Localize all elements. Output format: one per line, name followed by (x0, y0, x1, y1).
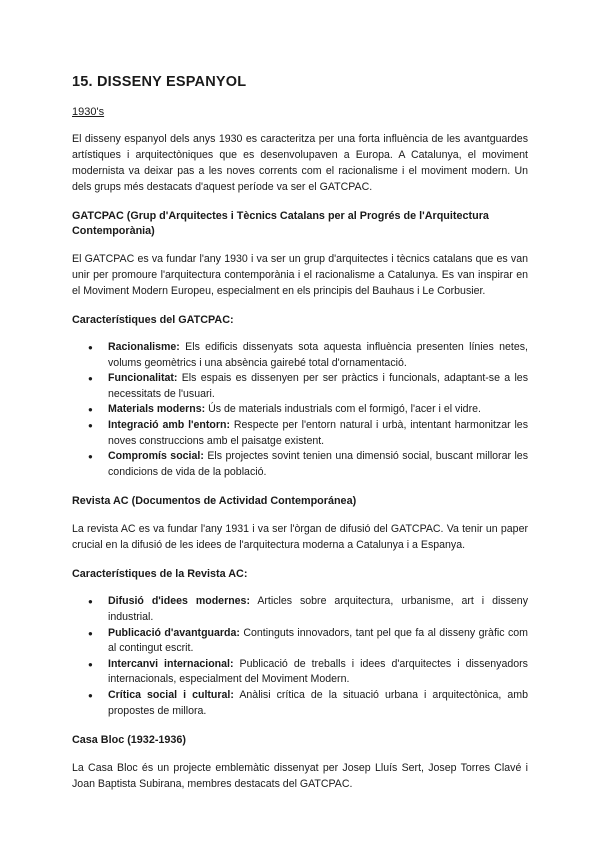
gatcpac-features-list (72, 340, 528, 480)
list-item (108, 340, 528, 371)
list-item (108, 418, 528, 449)
feature-desc: Publicació de treballs i idees d'arquitectes i dissenyadors internacionals, especialment del Moviment Modern. (108, 657, 528, 686)
page-title: 15. DISSENY ESPANYOL (72, 74, 247, 90)
feature-term: Difusió d'idees modernes: (108, 595, 250, 608)
list-item (108, 626, 528, 657)
list-item (108, 449, 528, 480)
feature-term: Compromís social: (108, 450, 204, 463)
revista-features-heading: Característiques de la Revista AC: (72, 568, 248, 581)
list-item (108, 594, 528, 625)
list-item (108, 402, 528, 418)
feature-term: Materials moderns: (108, 403, 206, 416)
casa-bloc-paragraph: La Casa Bloc és un projecte emblemàtic dissenyat per Josep Lluís Sert, Josep Torres Clavé i Joan Baptista Subirana, membres destacats del GATCPAC. (72, 762, 528, 791)
feature-desc: Continguts innovadors, tant pel que fa al disseny gràfic com al contingut escrit. (108, 626, 528, 655)
feature-term: Integració amb l'entorn: (108, 418, 231, 431)
casa-bloc-heading: Casa Bloc (1932-1936) (72, 734, 187, 747)
decade-subtitle: 1930's (72, 106, 105, 118)
feature-term: Crítica social i cultural: (108, 688, 234, 701)
list-item (108, 688, 528, 719)
gatcpac-heading: GATCPAC (Grup d'Arquitectes i Tècnics Catalans per al Progrés de l'Arquitectura Contemporània) (72, 210, 489, 237)
revista-features-list (72, 594, 528, 719)
feature-desc: Ús de materials industrials com el formigó, l'acer i el vidre. (205, 403, 481, 416)
feature-desc: Els projectes sovint tenien una dimensió social, buscant millorar les condicions de vida de la població. (108, 450, 528, 478)
feature-term: Publicació d'avantguarda: (108, 626, 240, 639)
feature-term: Funcionalitat: (108, 372, 178, 385)
feature-desc: Respecte per l'entorn natural i urbà, intentant harmonitzar les noves construccions amb el paisatge existent. (108, 418, 528, 447)
feature-desc: Articles sobre arquitectura, urbanisme, art i disseny industrial. (108, 595, 528, 623)
feature-desc: Els edificis dissenyats sota aquesta influència presenten línies netes, volums geomètrics i una absència gairebé total d'ornamentació. (108, 341, 528, 369)
gatcpac-paragraph: El GATCPAC es va fundar l'any 1930 i va ser un grup d'arquitectes i tècnics catalans que es van unir per promoure l'arquitectura contemporània i el racionalisme a Catalunya. Es van inspirar en el Moviment Modern Europeu, especialment en els principis del Bauhaus i Le Corbusier. (72, 253, 528, 297)
list-item (108, 657, 528, 688)
feature-desc: Anàlisi crítica de la situació urbana i arquitectònica, amb propostes de millora. (108, 688, 528, 717)
revista-paragraph: La revista AC es va fundar l'any 1931 i va ser l'òrgan de difusió del GATCPAC. Va tenir un paper crucial en la difusió de les idees de l'arquitectura moderna a Catalunya i a Espanya. (72, 523, 528, 552)
intro-paragraph: El disseny espanyol dels anys 1930 es caracteritza per una forta influència de les avantguardes artístiques i arquitectòniques que es desenvolupaven a Europa. A Catalunya, el moviment modernista va deixar pas a les noves corrents com el racionalisme i el moviment modern. Un dels grups més destacats d'aquest període va ser el GATCPAC. (72, 133, 528, 193)
feature-term: Racionalisme: (108, 341, 180, 353)
gatcpac-features-heading: Característiques del GATCPAC: (72, 314, 234, 326)
revista-heading: Revista AC (Documentos de Actividad Contemporánea) (72, 495, 357, 508)
feature-desc: Els espais es dissenyen per ser pràctics i funcionals, adaptant-se a les necessitats de l'usuari. (108, 372, 528, 400)
feature-term: Intercanvi internacional: (108, 657, 234, 670)
list-item (108, 371, 528, 402)
